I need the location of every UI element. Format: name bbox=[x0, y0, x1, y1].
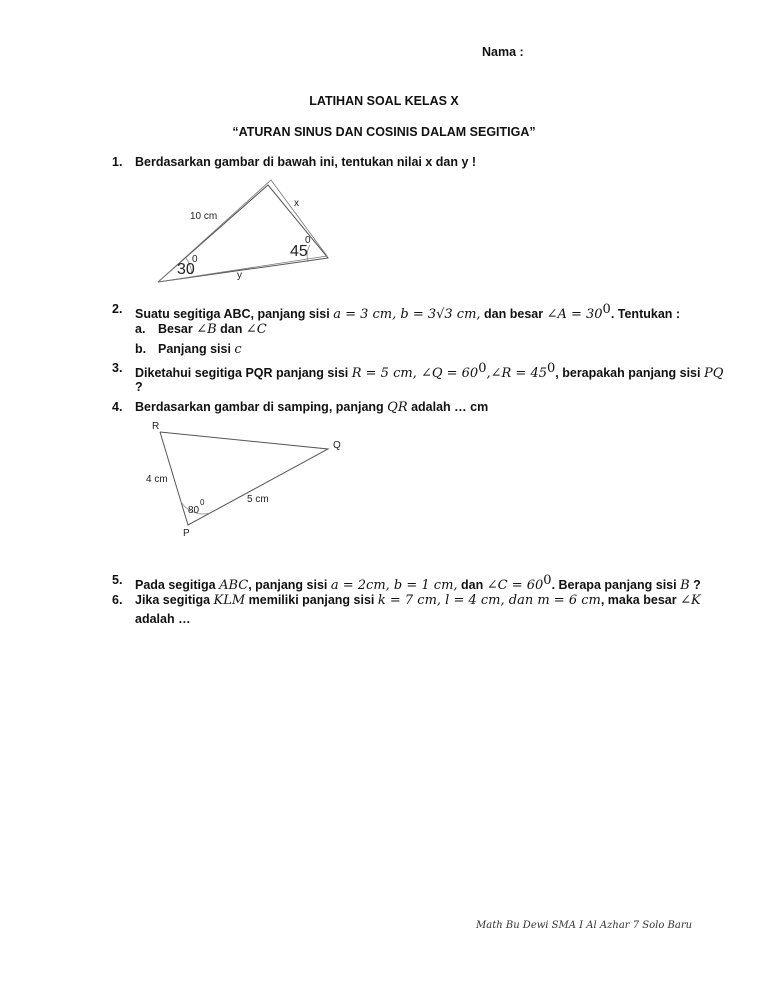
figure-2-vertex-r: R bbox=[152, 421, 160, 432]
triangle-2-outline bbox=[160, 432, 328, 525]
question-2b-text: Panjang sisi c bbox=[158, 342, 242, 357]
footer-credit: Math Bu Dewi SMA I Al Azhar 7 Solo Baru bbox=[476, 920, 693, 931]
figure-1-angle-45-degree: 0 bbox=[305, 235, 311, 246]
question-1-text: Berdasarkan gambar di bawah ini, tentukan nilai x dan y ! bbox=[135, 155, 477, 169]
name-label: Nama : bbox=[482, 45, 524, 59]
question-2a-number: a. bbox=[135, 322, 146, 336]
question-2-text: Suatu segitiga ABC, panjang sisi a = 3 cm, b = 3√3 cm, dan besar ∠A = $30^0$. Tentukan : bbox=[135, 302, 681, 323]
figure-1-side-label: 10 cm bbox=[190, 211, 218, 222]
figure-2-angle-80: 80 bbox=[188, 505, 200, 516]
question-5-number: 5. bbox=[112, 573, 123, 587]
question-5-text: Pada segitiga ABC, panjang sisi a = 2cm, b = 1 cm, dan ∠C = $60^0$. Berapa panjang sisi B ? bbox=[135, 573, 701, 594]
question-2a-text: Besar ∠B dan ∠C bbox=[158, 322, 267, 337]
figure-1-x-label: x bbox=[294, 198, 299, 209]
figure-1-angle-30-degree: 0 bbox=[192, 254, 198, 265]
figure-2-side-pq: 5 cm bbox=[247, 494, 269, 505]
question-2-number: 2. bbox=[112, 302, 123, 316]
question-6-continuation: adalah … bbox=[135, 612, 191, 626]
question-2b-number: b. bbox=[135, 342, 147, 356]
figure-1-angle-45: 45 bbox=[290, 243, 308, 260]
question-4-number: 4. bbox=[112, 400, 123, 414]
question-1-number: 1. bbox=[112, 155, 123, 169]
figure-2-side-rp: 4 cm bbox=[146, 474, 168, 485]
question-6-text: Jika segitiga KLM memiliki panjang sisi k = 7 cm, l = 4 cm, dan m = 6 cm, maka besar ∠K bbox=[135, 593, 701, 608]
worksheet-subtitle: “ATURAN SINUS DAN COSINIS DALAM SEGITIGA” bbox=[232, 125, 536, 139]
question-3-text: Diketahui segitiga PQR panjang sisi R = 5 cm, ∠Q = $60^0,\angle R = 45^0$, berapakah panjang sisi PQ bbox=[135, 361, 724, 382]
figure-2-angle-80-degree: 0 bbox=[200, 498, 205, 507]
question-4-text: Berdasarkan gambar di samping, panjang QR adalah … cm bbox=[135, 400, 489, 415]
worksheet-title: LATIHAN SOAL KELAS X bbox=[309, 94, 459, 108]
figure-1-y-label: y bbox=[237, 270, 242, 281]
question-3-continuation: ? bbox=[135, 380, 143, 394]
figure-2-vertex-q: Q bbox=[333, 440, 341, 451]
figure-1-angle-30: 30 bbox=[177, 261, 195, 278]
question-3-number: 3. bbox=[112, 361, 123, 375]
question-6-number: 6. bbox=[112, 593, 123, 607]
figure-2-vertex-p: P bbox=[183, 528, 190, 539]
